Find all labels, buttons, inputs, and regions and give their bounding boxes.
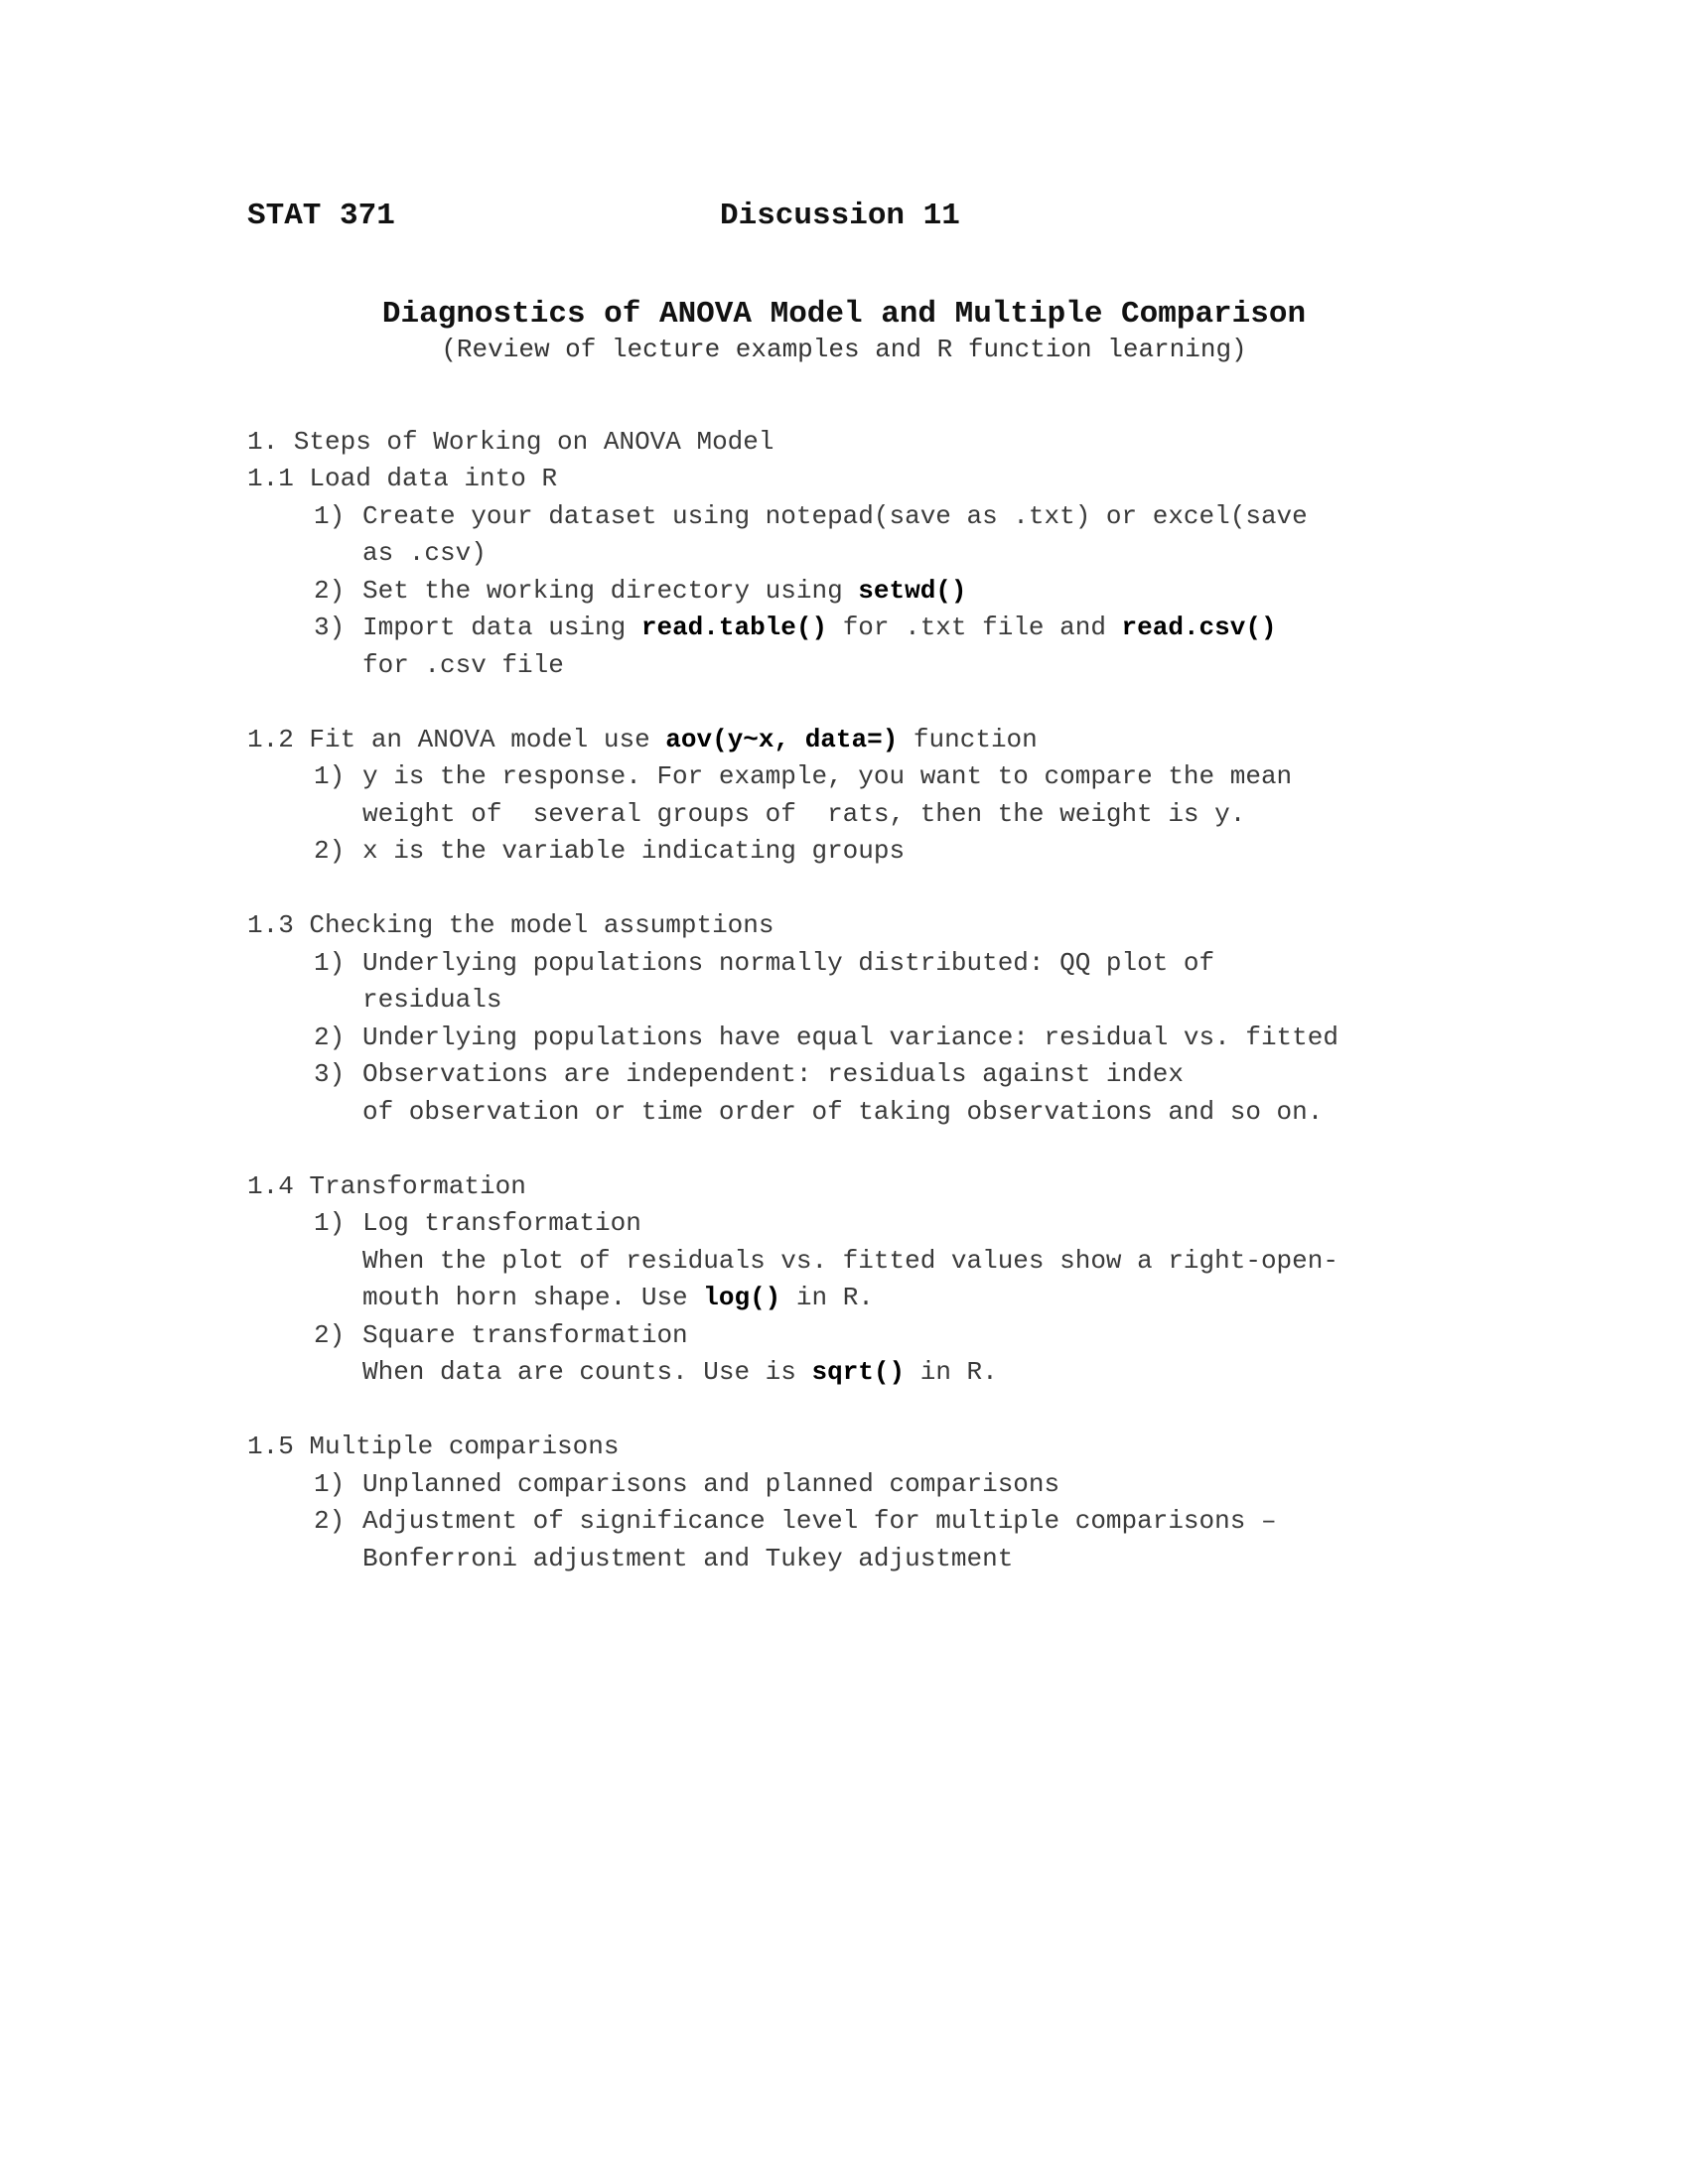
list-item-text: Log transformation — [362, 1208, 641, 1238]
list-item-text: Create your dataset using notepad(save as .txt) or excel(save — [362, 501, 1308, 531]
list-item-text: Square transformation — [362, 1320, 688, 1350]
list-number: 2) — [314, 1506, 346, 1536]
list-item-text: y is the response. For example, you want to compare the mean — [362, 761, 1293, 791]
list-number: 1) — [314, 1469, 346, 1499]
list-number: 1) — [314, 948, 346, 978]
section-1-heading: 1. Steps of Working on ANOVA Model — [247, 427, 774, 457]
list-item-text: for .csv file — [362, 650, 564, 680]
r-function: aov(y~x, data=) — [665, 725, 899, 754]
list-item-text: Unplanned comparisons and planned comparisons — [362, 1469, 1060, 1499]
list-number: 2) — [314, 1023, 346, 1052]
list-item-text: Observations are independent: residuals against index — [362, 1059, 1184, 1089]
list-item-text: Adjustment of significance level for multiple comparisons – — [362, 1506, 1277, 1536]
course-code: STAT 371 — [247, 199, 395, 233]
r-function: setwd() — [858, 576, 967, 606]
section-1-4-heading: 1.4 Transformation — [247, 1171, 526, 1201]
list-item-text: When data are counts. Use is sqrt() in R. — [362, 1357, 998, 1387]
r-function: read.table() — [640, 613, 828, 642]
list-item-text: residuals — [362, 985, 502, 1015]
list-item-text: x is the variable indicating groups — [362, 836, 906, 866]
list-item-text: weight of several groups of rats, then the weight is y. — [362, 799, 1246, 829]
list-item-text: as .csv) — [362, 538, 487, 568]
list-item-text: Bonferroni adjustment and Tukey adjustment — [362, 1544, 1014, 1573]
section-1-3-heading: 1.3 Checking the model assumptions — [247, 910, 774, 940]
list-item-text: Underlying populations normally distributed: QQ plot of — [362, 948, 1215, 978]
r-function: sqrt() — [811, 1357, 906, 1387]
discussion-number: Discussion 11 — [720, 199, 960, 233]
section-1-1-heading: 1.1 Load data into R — [247, 464, 558, 493]
list-number: 2) — [314, 1320, 346, 1350]
list-number: 2) — [314, 576, 346, 606]
r-function: read.csv() — [1121, 613, 1277, 642]
list-number: 3) — [314, 1059, 346, 1089]
document-subtitle: (Review of lecture examples and R function learning) — [441, 335, 1247, 364]
section-1-2-heading: 1.2 Fit an ANOVA model use aov(y~x, data=) function — [247, 725, 1038, 754]
list-item-text: Underlying populations have equal variance: residual vs. fitted — [362, 1023, 1338, 1052]
list-number: 2) — [314, 836, 346, 866]
list-item-text: of observation or time order of taking observations and so on. — [362, 1097, 1324, 1127]
list-number: 1) — [314, 501, 346, 531]
list-item-text: Import data using read.table() for .txt file and read.csv() — [362, 613, 1277, 642]
section-1-5-heading: 1.5 Multiple comparisons — [247, 1432, 620, 1461]
list-item-text: When the plot of residuals vs. fitted values show a right-open- — [362, 1246, 1338, 1276]
list-number: 1) — [314, 761, 346, 791]
list-number: 3) — [314, 613, 346, 642]
list-item-text: mouth horn shape. Use log() in R. — [362, 1283, 874, 1312]
list-number: 1) — [314, 1208, 346, 1238]
document-title: Diagnostics of ANOVA Model and Multiple Comparison — [381, 297, 1307, 332]
r-function: log() — [703, 1283, 781, 1312]
list-item-text: Set the working directory using setwd() — [362, 576, 967, 606]
